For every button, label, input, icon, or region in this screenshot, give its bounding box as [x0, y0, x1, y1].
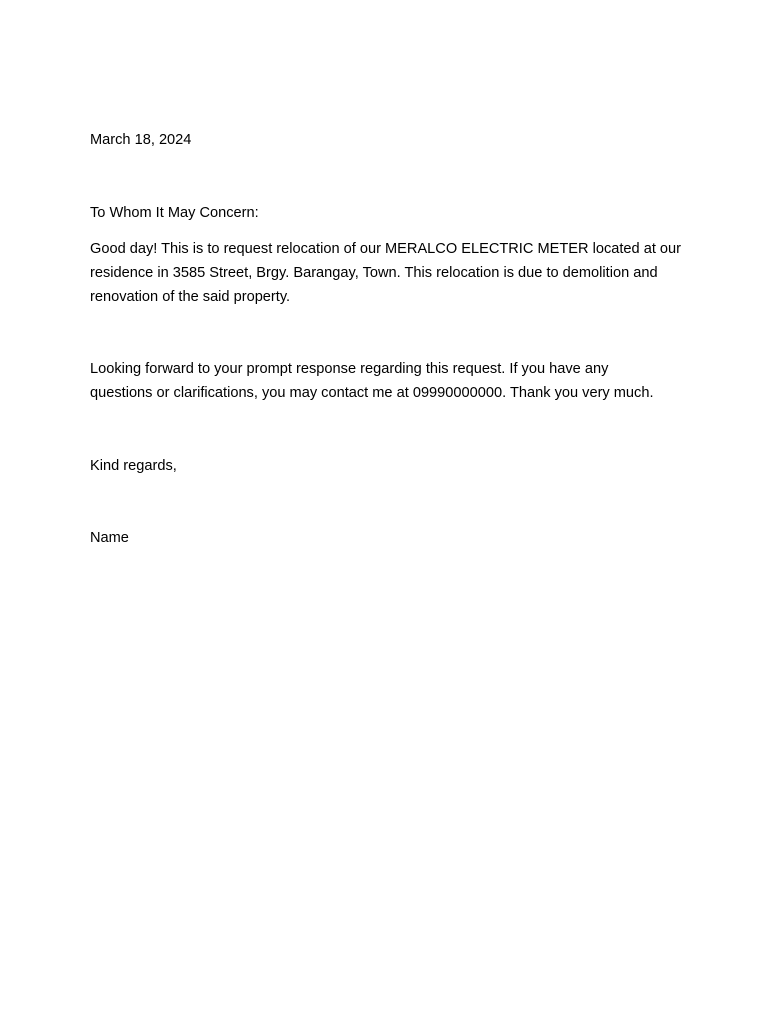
paragraph-1-line-3: renovation of the said property. — [90, 289, 291, 305]
letter-signature-name: Name — [90, 530, 129, 546]
letter-body-paragraph-1 — [90, 237, 690, 309]
letter-salutation: To Whom It May Concern: — [90, 205, 259, 221]
paragraph-1-line-1: Good day! This is to request relocation of our MERALCO ELECTRIC METER located at our — [90, 241, 682, 257]
paragraph-2-line-1: Looking forward to your prompt response regarding this request. If you have any — [90, 361, 609, 377]
paragraph-2-line-2: questions or clarifications, you may contact me at 09990000000. Thank you very much. — [90, 385, 654, 401]
paragraph-1-line-2: residence in 3585 Street, Brgy. Barangay, Town. This relocation is due to demolition and — [90, 265, 658, 281]
letter-date: March 18, 2024 — [90, 132, 192, 148]
letter-closing: Kind regards, — [90, 458, 177, 474]
letter-body-paragraph-2 — [90, 357, 690, 405]
